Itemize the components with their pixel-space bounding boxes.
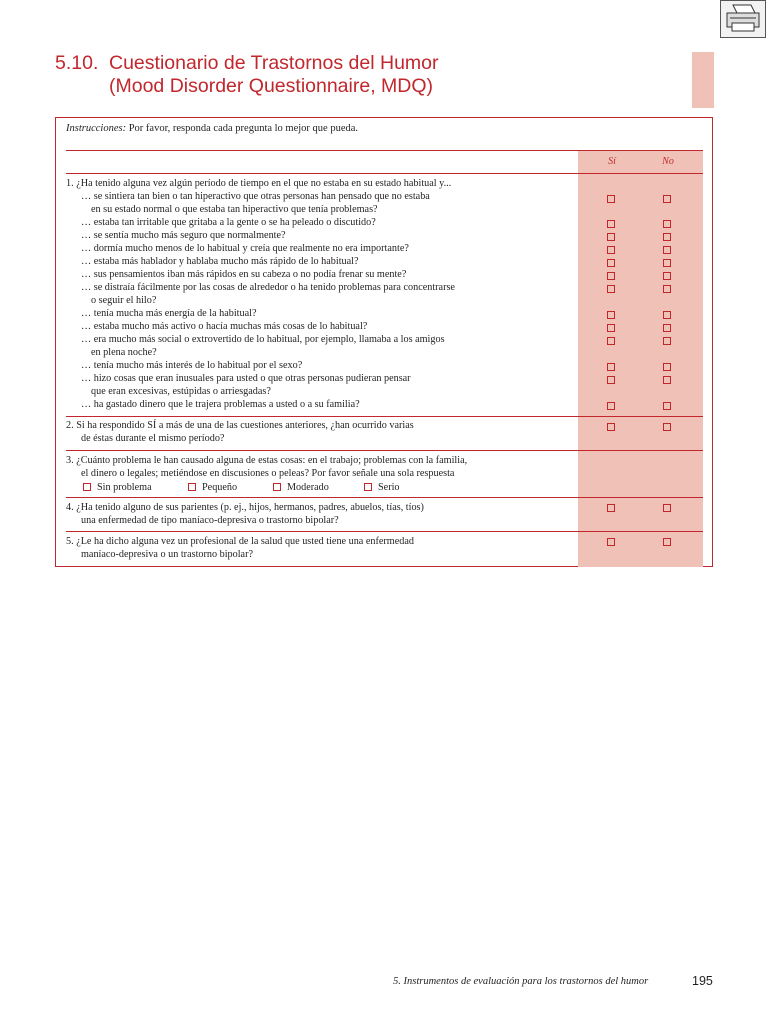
q1-item-2-yes-checkbox[interactable] [607,220,615,228]
q5-line: 5. ¿Le ha dicho alguna vez un profesional de la salud que usted tiene una enfermedad [66,536,414,547]
section-tab-marker [692,52,714,108]
q1-line: … se sentía mucho más seguro que normalmente? [81,230,286,241]
questionnaire-frame [55,117,713,567]
q2-line: 2. Si ha respondido SÍ a más de una de las cuestiones anteriores, ¿han ocurrido varias [66,420,414,431]
q1-line: … era mucho más social o extrovertido de lo habitual, por ejemplo, llamaba a los amigos [81,334,445,345]
q3-option-checkbox[interactable] [188,483,196,491]
q1-line: 1. ¿Ha tenido alguna vez algún período de tiempo en el que no estaba en su estado habitual y... [66,178,452,189]
q4-yes-checkbox[interactable] [607,504,615,512]
q5-yes-checkbox[interactable] [607,538,615,546]
q3-option-label: Serio [378,482,400,493]
q1-item-13-yes-checkbox[interactable] [607,402,615,410]
column-header-no: No [662,156,674,167]
q1-item-13-no-checkbox[interactable] [663,402,671,410]
instructions [66,123,358,134]
q1-line: en su estado normal o que estaba tan hiperactivo que tenía problemas? [91,204,378,215]
q2-line: de éstas durante el mismo período? [81,433,225,444]
q1-line: … dormía mucho menos de lo habitual y creía que realmente no era importante? [81,243,409,254]
q1-item-9-no-checkbox[interactable] [663,324,671,332]
q3-option-sin-problema[interactable] [83,482,152,493]
q3-line: el dinero o legales; metiéndose en discusiones o peleas? Por favor señale una sola respuesta [81,468,455,479]
q3-option-label: Moderado [287,482,329,493]
q1-line: … estaba más hablador y hablaba mucho más rápido de lo habitual? [81,256,359,267]
instructions-text: Por favor, responda cada pregunta lo mejor que pueda. [126,123,359,134]
q3-option-serio[interactable] [364,482,400,493]
q1-item-8-no-checkbox[interactable] [663,311,671,319]
q3-option-label: Pequeño [202,482,238,493]
instructions-label: Instrucciones: [66,123,127,134]
section-rule [66,497,703,498]
q1-item-12-yes-checkbox[interactable] [607,376,615,384]
q5-line: maníaco-depresiva o un trastorno bipolar? [81,549,253,560]
answer-column-band [578,151,703,567]
q1-line: … ha gastado dinero que le trajera problemas a usted o a su familia? [81,399,360,410]
q1-line: … se sintiera tan bien o tan hiperactivo que otras personas han pensado que no estaba [81,191,430,202]
q1-line: … estaba mucho más activo o hacía muchas más cosas de lo habitual? [81,321,368,332]
q1-item-10-no-checkbox[interactable] [663,337,671,345]
q3-option-checkbox[interactable] [273,483,281,491]
q1-item-1-no-checkbox[interactable] [663,195,671,203]
q1-item-4-no-checkbox[interactable] [663,246,671,254]
q3-option-moderado[interactable] [273,482,329,493]
q3-option-checkbox[interactable] [83,483,91,491]
q1-item-1-yes-checkbox[interactable] [607,195,615,203]
q1-item-6-yes-checkbox[interactable] [607,272,615,280]
q4-no-checkbox[interactable] [663,504,671,512]
q3-line: 3. ¿Cuánto problema le han causado alguna de estas cosas: en el trabajo; problemas con la familia, [66,455,468,466]
q4-line: una enfermedad de tipo maníaco-depresiva o trastorno bipolar? [81,515,339,526]
q4-line: 4. ¿Ha tenido alguno de sus parientes (p. ej., hijos, hermanos, padres, abuelos, tías, tíos) [66,502,424,513]
q1-item-11-yes-checkbox[interactable] [607,363,615,371]
q1-line: … estaba tan irritable que gritaba a la gente o se ha peleado o discutido? [81,217,376,228]
q1-item-12-no-checkbox[interactable] [663,376,671,384]
header-rule [66,150,703,151]
q2-yes-checkbox[interactable] [607,423,615,431]
q1-line: … tenía mucha más energía de la habitual? [81,308,257,319]
q1-item-6-no-checkbox[interactable] [663,272,671,280]
printer-icon [721,1,765,37]
q3-option-pequeno[interactable] [188,482,237,493]
q1-item-7-no-checkbox[interactable] [663,285,671,293]
q1-line: que eran excesivas, estúpidas o arriesgadas? [91,386,271,397]
print-button[interactable] [720,0,766,38]
section-rule [66,450,703,451]
page-number: 195 [692,974,713,988]
q1-line: … hizo cosas que eran inusuales para usted o que otras personas pudieran pensar [81,373,411,384]
q1-item-8-yes-checkbox[interactable] [607,311,615,319]
q1-line: … sus pensamientos iban más rápidos en su cabeza o no podía frenar su mente? [81,269,407,280]
q1-line: … se distraía fácilmente por las cosas de alrededor o ha tenido problemas para concentrarse [81,282,455,293]
q1-item-7-yes-checkbox[interactable] [607,285,615,293]
column-header-rule [66,173,703,174]
title-line-2: (Mood Disorder Questionnaire, MDQ) [109,75,434,97]
q3-option-label: Sin problema [97,482,152,493]
q2-no-checkbox[interactable] [663,423,671,431]
q1-item-5-yes-checkbox[interactable] [607,259,615,267]
q1-item-9-yes-checkbox[interactable] [607,324,615,332]
q3-option-checkbox[interactable] [364,483,372,491]
q5-no-checkbox[interactable] [663,538,671,546]
q1-line: en plena noche? [91,347,157,358]
q1-line: … tenía mucho más interés de lo habitual por el sexo? [81,360,303,371]
q1-item-4-yes-checkbox[interactable] [607,246,615,254]
running-footer: 5. Instrumentos de evaluación para los trastornos del humor [393,976,649,987]
title-line-1: Cuestionario de Trastornos del Humor [109,52,439,74]
q1-item-5-no-checkbox[interactable] [663,259,671,267]
section-rule [66,531,703,532]
q1-item-3-no-checkbox[interactable] [663,233,671,241]
section-rule [66,416,703,417]
q1-line: o seguir el hilo? [91,295,157,306]
q1-item-2-no-checkbox[interactable] [663,220,671,228]
section-number: 5.10. [55,52,99,74]
page-title [55,52,439,98]
q1-item-10-yes-checkbox[interactable] [607,337,615,345]
column-header-yes: Sí [608,156,616,167]
q1-item-11-no-checkbox[interactable] [663,363,671,371]
q1-item-3-yes-checkbox[interactable] [607,233,615,241]
